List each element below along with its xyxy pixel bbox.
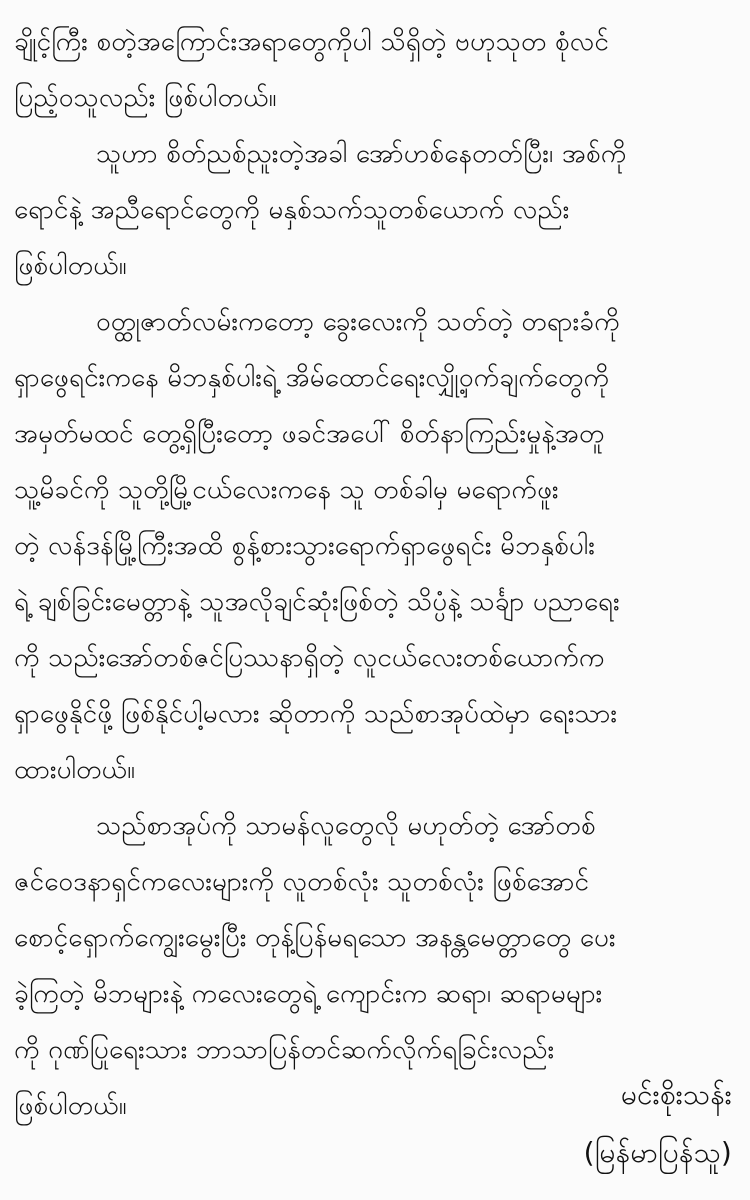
translator-role: (မြန်မာပြန်သူ)	[583, 1136, 732, 1169]
text-line: ကို ဂုဏ်ပြုရေးသား ဘာသာပြန်တင်ဆက်လိုက်ရခြင်းလည်း	[14, 1035, 555, 1065]
text-line: စောင့်ရှောက်ကျွေးမွေးပြီး တုန့်ပြန်မရသော အနန္တမေတ္တာတွေ ပေး	[14, 923, 616, 953]
text-line: ဝတ္ထုဇာတ်လမ်းကတော့ ခွေးလေးကို သတ်တဲ့ တရားခံကို	[96, 307, 620, 337]
text-line: ရှာဖွေရင်းကနေ မိဘနှစ်ပါးရဲ့ အိမ်ထောင်ရေးလျှို့ဝှက်ချက်တွေကို	[14, 363, 610, 393]
text-line: ကို သည်းအော်တစ်ဇင်ပြဿနာရှိတဲ့ လူငယ်လေးတစ်ယောက်က	[14, 643, 605, 673]
text-line: ဇင်ဝေဒနာရှင်ကလေးများကို လူတစ်လုံး သူတစ်လုံး ဖြစ်အောင်	[14, 867, 590, 897]
text-line: သည်စာအုပ်ကို သာမန်လူတွေလို မဟုတ်တဲ့ အော်တစ်	[96, 811, 596, 841]
text-line: ချိုင့်ကြီး စတဲ့အကြောင်းအရာတွေကိုပါ သိရှိတဲ့ ဗဟုသုတ စုံလင်	[14, 27, 609, 57]
text-line: သူ့မိခင်ကို သူတို့မြို့ငယ်လေးကနေ သူ တစ်ခါမှ မရောက်ဖူး	[14, 475, 559, 505]
signature-block	[584, 1066, 732, 1182]
text-line: ခဲ့ကြတဲ့ မိဘများနဲ့ ကလေးတွေရဲ့ ကျောင်းက ဆရာ၊ ဆရာမများ	[14, 979, 603, 1009]
text-line: ပြည့်ဝသူလည်း ဖြစ်ပါတယ်။	[14, 83, 277, 113]
body-text	[14, 14, 736, 1134]
text-line: ဖြစ်ပါတယ်။	[14, 1091, 127, 1121]
text-line: ရှာဖွေနိုင်ဖို့ ဖြစ်နိုင်ပါ့မလား ဆိုတာကို သည်စာအုပ်ထဲမှာ ရေးသား	[14, 699, 618, 729]
text-line: အမှတ်မထင် တွေ့ရှိပြီးတော့ ဖခင်အပေါ် စိတ်နာကြည်းမှုနဲ့အတူ	[14, 419, 605, 449]
text-line: သူဟာ စိတ်ညစ်ညူးတဲ့အခါ အော်ဟစ်နေတတ်ပြီး၊ အစ်ကို	[96, 139, 627, 169]
text-line: ဖြစ်ပါတယ်။	[14, 251, 127, 281]
translator-name: မင်းစိုးသန်း	[620, 1078, 732, 1111]
text-line: ရောင်နဲ့ အညီရောင်တွေကို မနှစ်သက်သူတစ်ယောက် လည်း	[14, 195, 570, 225]
text-line: တဲ့ လန်ဒန်မြို့ကြီးအထိ စွန့်စားသွားရောက်ရှာဖွေရင်း မိဘနှစ်ပါး	[14, 531, 596, 561]
text-line: ရဲ့ ချစ်ခြင်းမေတ္တာနဲ့ သူအလိုချင်ဆုံးဖြစ်တဲ့ သိပ္ပံနဲ့ သင်္ချာ ပညာရေး	[14, 587, 620, 617]
text-line: ထားပါတယ်။	[14, 755, 136, 785]
